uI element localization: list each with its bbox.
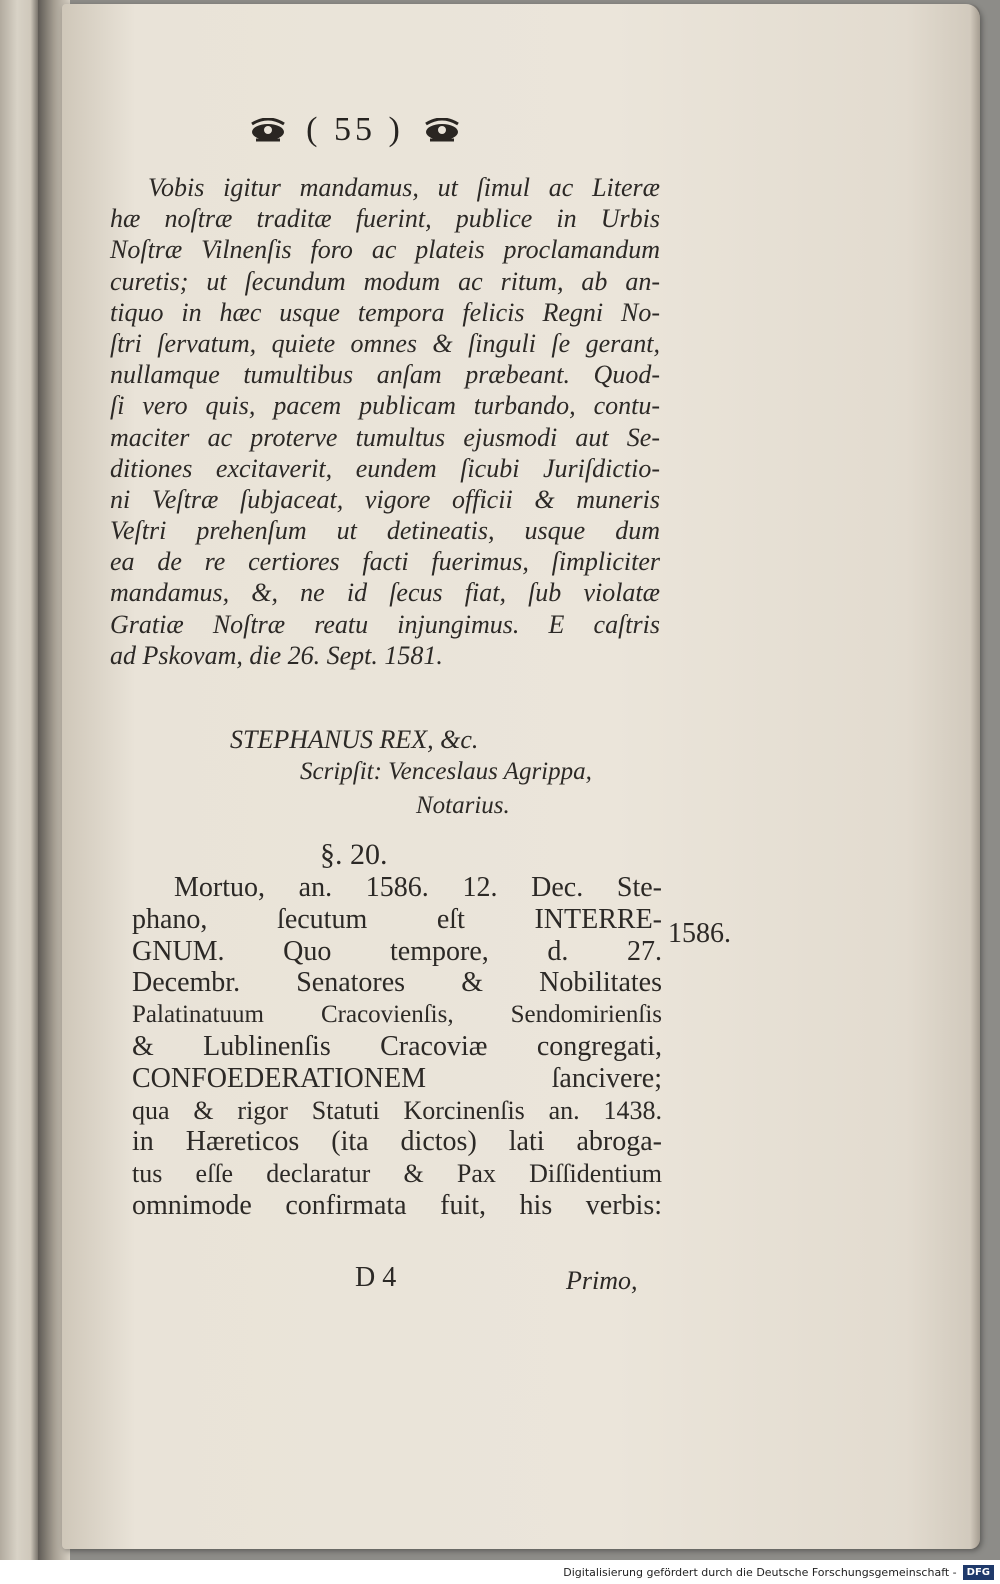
dfg-logo: DFG — [963, 1565, 994, 1580]
text-line: maciter ac proterve tumultus ejusmodi aut Se- — [110, 422, 660, 452]
text-line: Decembr. Senatores & Nobilitates — [132, 967, 662, 999]
printer-signature-mark: D 4 — [355, 1262, 397, 1293]
text-line: & Lublinenſis Cracoviæ congregati, — [132, 1030, 662, 1062]
text-line: ditiones excitaverit, eundem ſicubi Juriſdictio- — [110, 453, 660, 483]
text-line: Gratiæ Noſtræ reatu injungimus. E caſtris — [110, 609, 660, 639]
signature-scripsit: Scripſit: Venceslaus Agrippa, — [300, 758, 592, 785]
catchword: Primo, — [566, 1266, 638, 1295]
text-line: omnimode confirmata fuit, his verbis: — [132, 1189, 662, 1221]
text-line: qua & rigor Statuti Korcinenſis an. 1438. — [132, 1095, 662, 1125]
text-line: CONFOEDERATIONEM ſancivere; — [132, 1062, 662, 1094]
credit-text: Digitalisierung gefördert durch die Deutsche Forschungsgemeinschaft - — [563, 1565, 957, 1579]
text-line: ad Pskovam, die 26. Sept. 1581. — [110, 640, 443, 670]
right-ornament-icon — [422, 118, 462, 142]
text-line: ſtri ſervatum, quiete omnes & ſinguli ſe gerant, — [110, 328, 660, 358]
text-line: GNUM. Quo tempore, d. 27. — [132, 935, 662, 967]
text-line: mandamus, &, ne id ſecus fiat, ſub violatæ — [110, 578, 660, 608]
left-ornament-icon — [248, 118, 288, 142]
text-line: phano, ſecutum eſt INTERRE- — [132, 903, 662, 935]
section-number: §. 20. — [320, 838, 388, 871]
page-edge-shadow — [970, 4, 980, 1549]
margin-note-year: 1586. — [668, 918, 731, 949]
italic-passage — [110, 172, 660, 671]
text-line: Mortuo, an. 1586. 12. Dec. Ste- — [174, 872, 662, 903]
text-line: in Hæreticos (ita dictos) lati abroga- — [132, 1126, 662, 1158]
signature-name: STEPHANUS REX, &c. — [230, 725, 479, 754]
text-line: tiquo in hæc usque tempora felicis Regni No- — [110, 297, 660, 327]
text-line: ni Veſtræ ſubjaceat, vigore officii & muneris — [110, 484, 660, 514]
roman-passage — [132, 872, 662, 1222]
text-line: tus eſſe declaratur & Pax Diſſidentium — [132, 1159, 662, 1189]
text-line: ea de re certiores facti fuerimus, ſimpliciter — [110, 547, 660, 577]
text-line: hæ noſtræ traditæ fuerint, publice in Urbis — [110, 204, 660, 234]
text-line: Veſtri prehenſum ut detineatis, usque dum — [110, 516, 660, 546]
text-line: Noſtræ Vilnenſis foro ac plateis proclamandum — [110, 235, 660, 265]
text-line: Vobis igitur mandamus, ut ſimul ac Literæ — [148, 173, 660, 202]
text-line: nullamque tumultibus anſam præbeant. Quod- — [110, 360, 660, 390]
signature-title: Notarius. — [416, 792, 510, 819]
text-line: curetis; ut ſecundum modum ac ritum, ab an- — [110, 266, 660, 296]
text-line: ſi vero quis, pacem publicam turbando, contu- — [110, 391, 660, 421]
page-header — [190, 108, 520, 152]
digitization-credit-bar — [0, 1560, 1000, 1584]
text-line: Palatinatuum Cracovienſis, Sendomirienſis — [132, 1001, 662, 1029]
left-page-edge — [0, 0, 38, 1560]
page-number: ( 55 ) — [306, 111, 404, 148]
